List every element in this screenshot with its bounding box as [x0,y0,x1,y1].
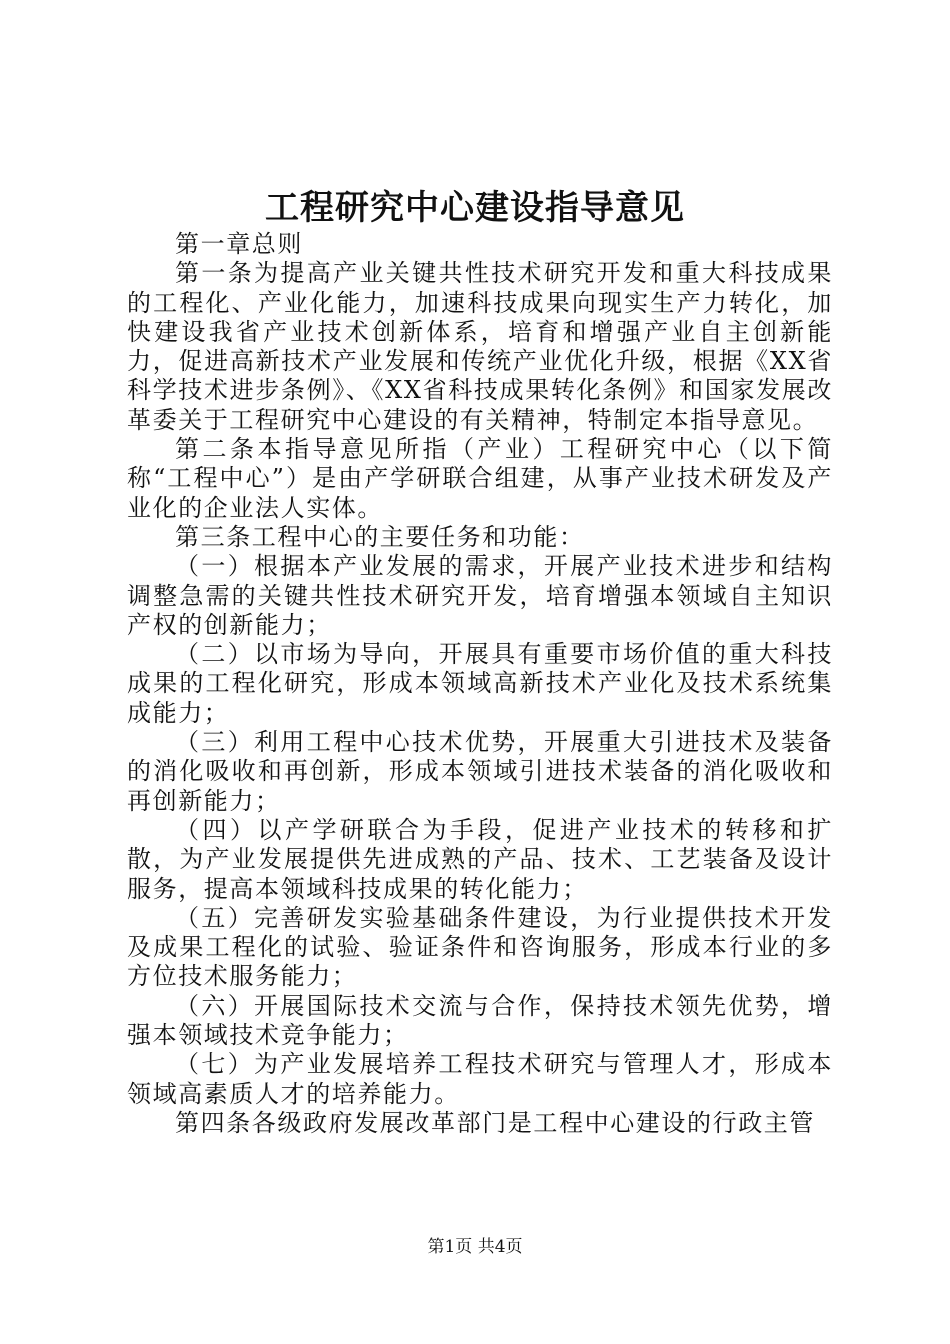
document-body [127,230,833,1138]
article-3: 第三条工程中心的主要任务和功能： [175,522,585,551]
article-2: 第二条本指导意见所指（产业）工程研究中心（以下简称“工程中心”）是由产学研联合组建，从事产业技术研发及产业化的企业法人实体。 [127,435,833,522]
article-3-item-4: （四）以产学研联合为手段，促进产业技术的转移和扩散，为产业发展提供先进成熟的产品、技术、工艺装备及设计服务，提高本领域科技成果的转化能力； [127,815,833,903]
article-3-item-2: （二）以市场为导向，开展具有重要市场价值的重大科技成果的工程化研究，形成本领域高新技术产业化及技术系统集成能力； [127,640,833,727]
article-4: 第四条各级政府发展改革部门是工程中心建设的行政主管 [175,1108,815,1137]
document-title: 工程研究中心建设指导意见 [265,188,685,228]
article-3-item-5: （五）完善研发实验基础条件建设，为行业提供技术开发及成果工程化的试验、验证条件和咨询服务，形成本行业的多方位技术服务能力； [127,903,833,991]
page-number-footer: 第1页 共4页 [427,1237,523,1257]
article-3-item-7: （七）为产业发展培养工程技术研究与管理人才，形成本领域高素质人才的培养能力。 [127,1050,833,1108]
article-3-item-3: （三）利用工程中心技术优势，开展重大引进技术及装备的消化吸收和再创新，形成本领域引进技术装备的消化吸收和再创新能力； [127,728,833,815]
chapter-heading: 第一章总则 [175,230,303,258]
article-1: 第一条为提高产业关键共性技术研究开发和重大科技成果的工程化、产业化能力，加速科技成果向现实生产力转化，加快建设我省产业技术创新体系，培育和增强产业自主创新能力，促进高新技术产业发展和传统产业优化升级，根据《XX省科学技术进步条例》、《XX省科技成果转化条例》和国家发展改革委关于工程研究中心建设的有关精神，特制定本指导意见。 [127,259,833,434]
article-3-item-1: （一）根据本产业发展的需求，开展产业技术进步和结构调整急需的关键共性技术研究开发，培育增强本领域自主知识产权的创新能力； [127,552,833,639]
article-3-item-6: （六）开展国际技术交流与合作，保持技术领先优势，增强本领域技术竞争能力； [127,991,833,1050]
